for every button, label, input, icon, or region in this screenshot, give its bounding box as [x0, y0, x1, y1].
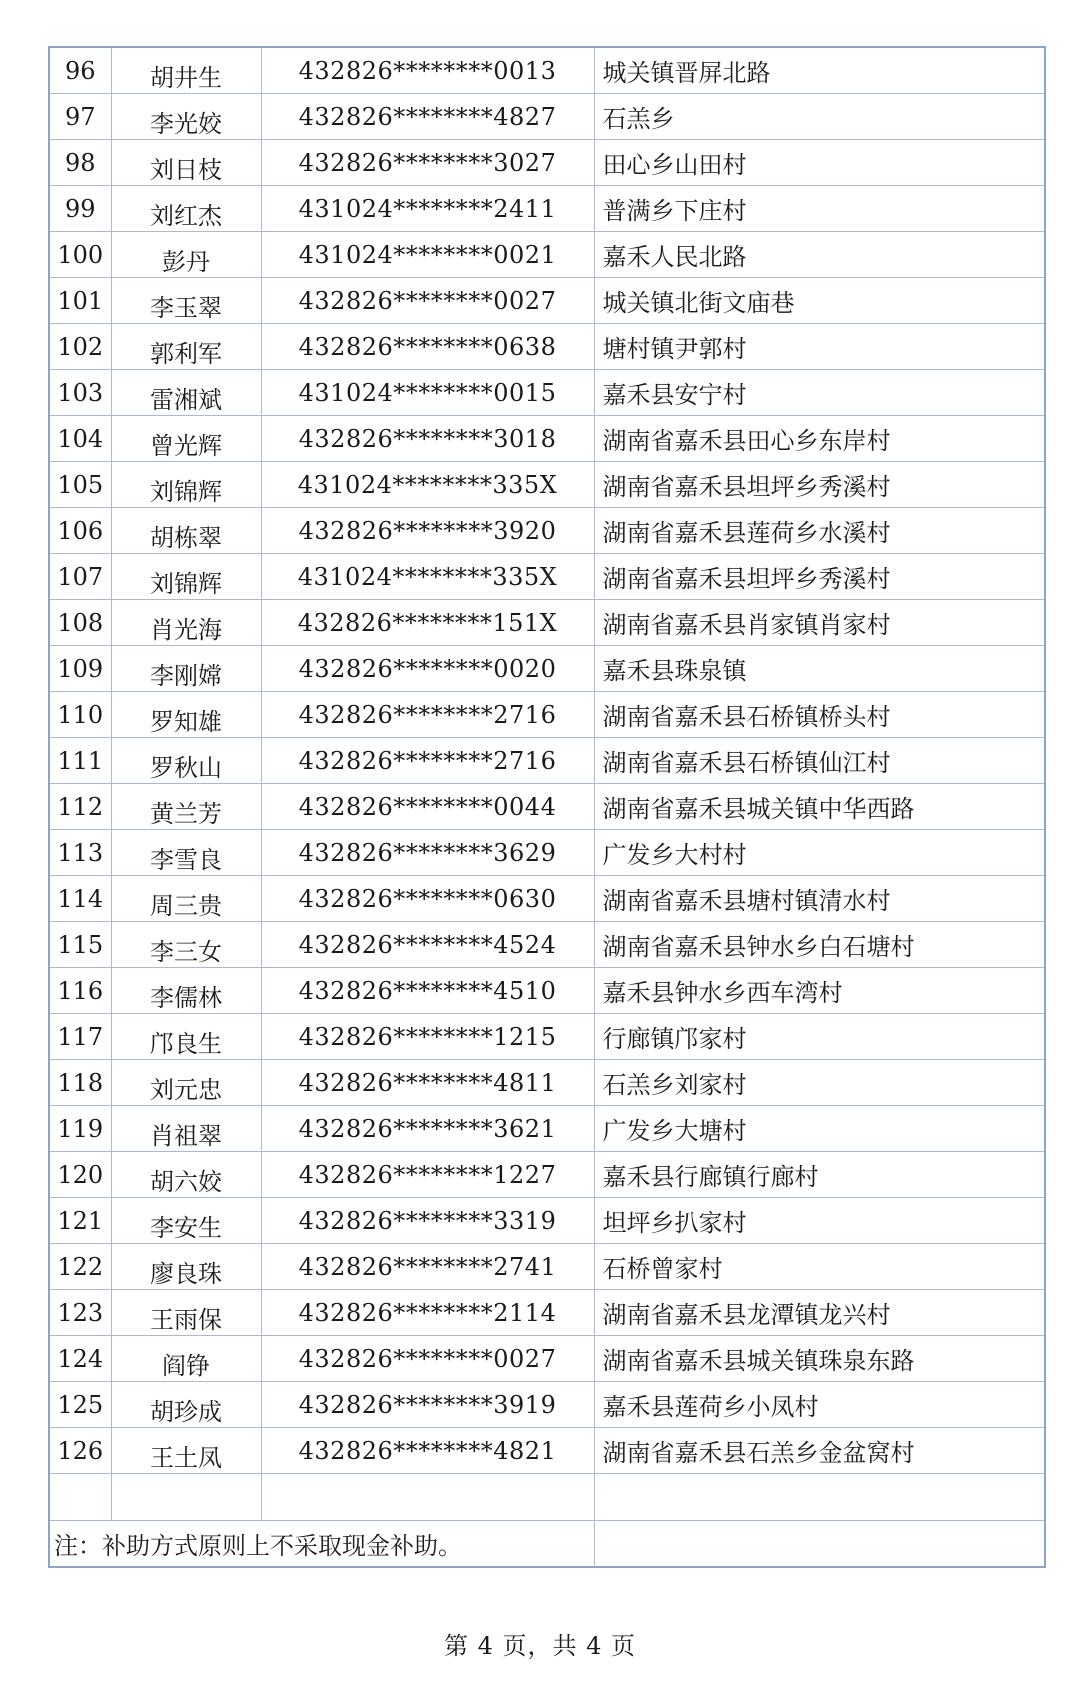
row-number: 107 [49, 554, 111, 600]
table-row [49, 94, 1045, 140]
row-number: 111 [49, 738, 111, 784]
row-number: 121 [49, 1198, 111, 1244]
address: 石羔乡 [594, 94, 1045, 140]
recipient-name: 廖良珠 [150, 1260, 222, 1288]
recipient-name-cell [111, 968, 261, 1014]
recipient-name-cell [111, 47, 261, 94]
table-row [49, 922, 1045, 968]
table-row [49, 1428, 1045, 1474]
recipient-name-cell [111, 784, 261, 830]
recipient-name-cell [111, 232, 261, 278]
table-row [49, 1060, 1045, 1106]
id-number: 432826********0638 [261, 324, 594, 370]
recipient-name-cell [111, 1382, 261, 1428]
recipient-name: 刘红杰 [150, 202, 222, 230]
address: 湖南省嘉禾县肖家镇肖家村 [594, 600, 1045, 646]
row-number: 96 [49, 47, 111, 94]
table-row [49, 876, 1045, 922]
recipient-name-cell [111, 1428, 261, 1474]
recipient-name-cell [111, 324, 261, 370]
recipient-name: 刘日枝 [150, 156, 222, 184]
recipient-name-cell [111, 646, 261, 692]
address: 石桥曾家村 [594, 1244, 1045, 1290]
address: 嘉禾县行廊镇行廊村 [594, 1152, 1045, 1198]
recipient-name: 李雪良 [150, 846, 222, 874]
table-row [49, 462, 1045, 508]
recipient-name: 李光姣 [150, 110, 222, 138]
address: 湖南省嘉禾县石桥镇仙江村 [594, 738, 1045, 784]
table-row [49, 1198, 1045, 1244]
table-row [49, 47, 1045, 94]
recipient-name-cell [111, 370, 261, 416]
table-row [49, 968, 1045, 1014]
id-number: 432826********3920 [261, 508, 594, 554]
address: 嘉禾县安宁村 [594, 370, 1045, 416]
row-number: 113 [49, 830, 111, 876]
id-number: 432826********3629 [261, 830, 594, 876]
row-number: 116 [49, 968, 111, 1014]
row-number: 126 [49, 1428, 111, 1474]
recipient-table [48, 46, 1046, 1568]
recipient-name-cell [111, 1014, 261, 1060]
address: 嘉禾县钟水乡西车湾村 [594, 968, 1045, 1014]
id-number: 432826********3319 [261, 1198, 594, 1244]
id-number: 432826********4811 [261, 1060, 594, 1106]
address: 城关镇晋屏北路 [594, 47, 1045, 94]
address: 广发乡大塘村 [594, 1106, 1045, 1152]
table-row [49, 600, 1045, 646]
table-row [49, 554, 1045, 600]
address: 湖南省嘉禾县塘村镇清水村 [594, 876, 1045, 922]
empty-cell [594, 1474, 1045, 1521]
recipient-name: 刘锦辉 [150, 478, 222, 506]
address: 城关镇北街文庙巷 [594, 278, 1045, 324]
address: 湖南省嘉禾县坦坪乡秀溪村 [594, 554, 1045, 600]
recipient-name: 周三贵 [150, 892, 222, 920]
empty-cell [49, 1474, 111, 1521]
id-number: 432826********4821 [261, 1428, 594, 1474]
note-text: 注：补助方式原则上不采取现金补助。 [49, 1521, 594, 1568]
recipient-name-cell [111, 1198, 261, 1244]
recipient-name-cell [111, 600, 261, 646]
empty-cell [111, 1474, 261, 1521]
id-number: 431024********2411 [261, 186, 594, 232]
recipient-name-cell [111, 1244, 261, 1290]
recipient-name: 罗知雄 [150, 708, 222, 736]
recipient-name: 郭利军 [150, 340, 222, 368]
note-row [49, 1521, 1045, 1568]
recipient-name: 雷湘斌 [150, 386, 222, 414]
id-number: 432826********1227 [261, 1152, 594, 1198]
id-number: 431024********0021 [261, 232, 594, 278]
table-row [49, 1336, 1045, 1382]
subsidy-list-sheet [48, 46, 1044, 1568]
row-number: 100 [49, 232, 111, 278]
id-number: 432826********2741 [261, 1244, 594, 1290]
recipient-name: 肖光海 [150, 616, 222, 644]
table-row [49, 692, 1045, 738]
recipient-name: 刘锦辉 [150, 570, 222, 598]
address: 行廊镇邝家村 [594, 1014, 1045, 1060]
table-row [49, 830, 1045, 876]
table-row [49, 1382, 1045, 1428]
table-row [49, 278, 1045, 324]
table-row [49, 1106, 1045, 1152]
recipient-name-cell [111, 830, 261, 876]
recipient-name: 李玉翠 [150, 294, 222, 322]
row-number: 101 [49, 278, 111, 324]
table-row [49, 1244, 1045, 1290]
recipient-name: 邝良生 [150, 1030, 222, 1058]
recipient-name: 胡六姣 [150, 1168, 222, 1196]
row-number: 102 [49, 324, 111, 370]
recipient-table-body [49, 47, 1045, 1474]
row-number: 125 [49, 1382, 111, 1428]
row-number: 112 [49, 784, 111, 830]
row-number: 122 [49, 1244, 111, 1290]
empty-row [49, 1474, 1045, 1521]
recipient-name-cell [111, 508, 261, 554]
table-row [49, 738, 1045, 784]
row-number: 108 [49, 600, 111, 646]
id-number: 432826********3919 [261, 1382, 594, 1428]
recipient-name-cell [111, 416, 261, 462]
id-number: 432826********0027 [261, 1336, 594, 1382]
row-number: 106 [49, 508, 111, 554]
table-row [49, 784, 1045, 830]
row-number: 110 [49, 692, 111, 738]
row-number: 115 [49, 922, 111, 968]
table-row [49, 186, 1045, 232]
recipient-name: 胡珍成 [150, 1398, 222, 1426]
recipient-name: 黄兰芳 [150, 800, 222, 828]
address: 广发乡大村村 [594, 830, 1045, 876]
id-number: 432826********151X [261, 600, 594, 646]
recipient-name: 李刚嫦 [150, 662, 222, 690]
address: 坦坪乡扒家村 [594, 1198, 1045, 1244]
id-number: 432826********0044 [261, 784, 594, 830]
row-number: 99 [49, 186, 111, 232]
recipient-name: 阎铮 [162, 1352, 210, 1380]
address: 田心乡山田村 [594, 140, 1045, 186]
empty-cell [261, 1474, 594, 1521]
recipient-name: 王土凤 [150, 1444, 222, 1472]
recipient-name-cell [111, 94, 261, 140]
address: 普满乡下庄村 [594, 186, 1045, 232]
recipient-name: 胡井生 [150, 64, 222, 92]
address: 湖南省嘉禾县城关镇珠泉东路 [594, 1336, 1045, 1382]
row-number: 119 [49, 1106, 111, 1152]
recipient-name: 罗秋山 [150, 754, 222, 782]
id-number: 432826********1215 [261, 1014, 594, 1060]
recipient-name: 李三女 [150, 938, 222, 966]
address: 湖南省嘉禾县龙潭镇龙兴村 [594, 1290, 1045, 1336]
table-row [49, 324, 1045, 370]
id-number: 431024********335X [261, 554, 594, 600]
table-row [49, 416, 1045, 462]
id-number: 432826********2716 [261, 738, 594, 784]
address: 湖南省嘉禾县田心乡东岸村 [594, 416, 1045, 462]
recipient-name-cell [111, 922, 261, 968]
table-row [49, 508, 1045, 554]
recipient-name-cell [111, 738, 261, 784]
recipient-name-cell [111, 1336, 261, 1382]
row-number: 97 [49, 94, 111, 140]
recipient-name: 李安生 [150, 1214, 222, 1242]
recipient-name: 肖祖翠 [150, 1122, 222, 1150]
address: 塘村镇尹郭村 [594, 324, 1045, 370]
row-number: 118 [49, 1060, 111, 1106]
table-row [49, 646, 1045, 692]
id-number: 431024********0015 [261, 370, 594, 416]
table-row [49, 370, 1045, 416]
recipient-name-cell [111, 1106, 261, 1152]
address: 嘉禾人民北路 [594, 232, 1045, 278]
address: 嘉禾县珠泉镇 [594, 646, 1045, 692]
table-row [49, 232, 1045, 278]
id-number: 431024********335X [261, 462, 594, 508]
row-number: 98 [49, 140, 111, 186]
row-number: 124 [49, 1336, 111, 1382]
row-number: 103 [49, 370, 111, 416]
id-number: 432826********3621 [261, 1106, 594, 1152]
recipient-name-cell [111, 554, 261, 600]
recipient-name: 刘元忠 [150, 1076, 222, 1104]
address: 湖南省嘉禾县坦坪乡秀溪村 [594, 462, 1045, 508]
recipient-name-cell [111, 462, 261, 508]
table-row [49, 1152, 1045, 1198]
row-number: 114 [49, 876, 111, 922]
row-number: 105 [49, 462, 111, 508]
recipient-name-cell [111, 876, 261, 922]
row-number: 104 [49, 416, 111, 462]
id-number: 432826********3018 [261, 416, 594, 462]
address: 湖南省嘉禾县钟水乡白石塘村 [594, 922, 1045, 968]
recipient-name: 王雨保 [150, 1306, 222, 1334]
row-number: 117 [49, 1014, 111, 1060]
row-number: 120 [49, 1152, 111, 1198]
id-number: 432826********0020 [261, 646, 594, 692]
recipient-name-cell [111, 692, 261, 738]
address: 石羔乡刘家村 [594, 1060, 1045, 1106]
address: 湖南省嘉禾县莲荷乡水溪村 [594, 508, 1045, 554]
id-number: 432826********4827 [261, 94, 594, 140]
table-row [49, 1014, 1045, 1060]
recipient-name: 李儒林 [150, 984, 222, 1012]
table-row [49, 140, 1045, 186]
recipient-name-cell [111, 1060, 261, 1106]
id-number: 432826********0027 [261, 278, 594, 324]
id-number: 432826********2114 [261, 1290, 594, 1336]
recipient-name: 胡栋翠 [150, 524, 222, 552]
address: 湖南省嘉禾县石桥镇桥头村 [594, 692, 1045, 738]
row-number: 109 [49, 646, 111, 692]
recipient-name-cell [111, 186, 261, 232]
id-number: 432826********4510 [261, 968, 594, 1014]
recipient-name-cell [111, 140, 261, 186]
id-number: 432826********4524 [261, 922, 594, 968]
id-number: 432826********3027 [261, 140, 594, 186]
id-number: 432826********0630 [261, 876, 594, 922]
id-number: 432826********0013 [261, 47, 594, 94]
recipient-name-cell [111, 1152, 261, 1198]
row-number: 123 [49, 1290, 111, 1336]
recipient-name: 彭丹 [162, 248, 210, 276]
address: 嘉禾县莲荷乡小凤村 [594, 1382, 1045, 1428]
address: 湖南省嘉禾县石羔乡金盆窝村 [594, 1428, 1045, 1474]
recipient-name-cell [111, 278, 261, 324]
note-empty-cell [594, 1521, 1045, 1568]
id-number: 432826********2716 [261, 692, 594, 738]
table-row [49, 1290, 1045, 1336]
recipient-name-cell [111, 1290, 261, 1336]
recipient-name: 曾光辉 [150, 432, 222, 460]
page-footer: 第 4 页，共 4 页 [443, 1632, 637, 1660]
address: 湖南省嘉禾县城关镇中华西路 [594, 784, 1045, 830]
